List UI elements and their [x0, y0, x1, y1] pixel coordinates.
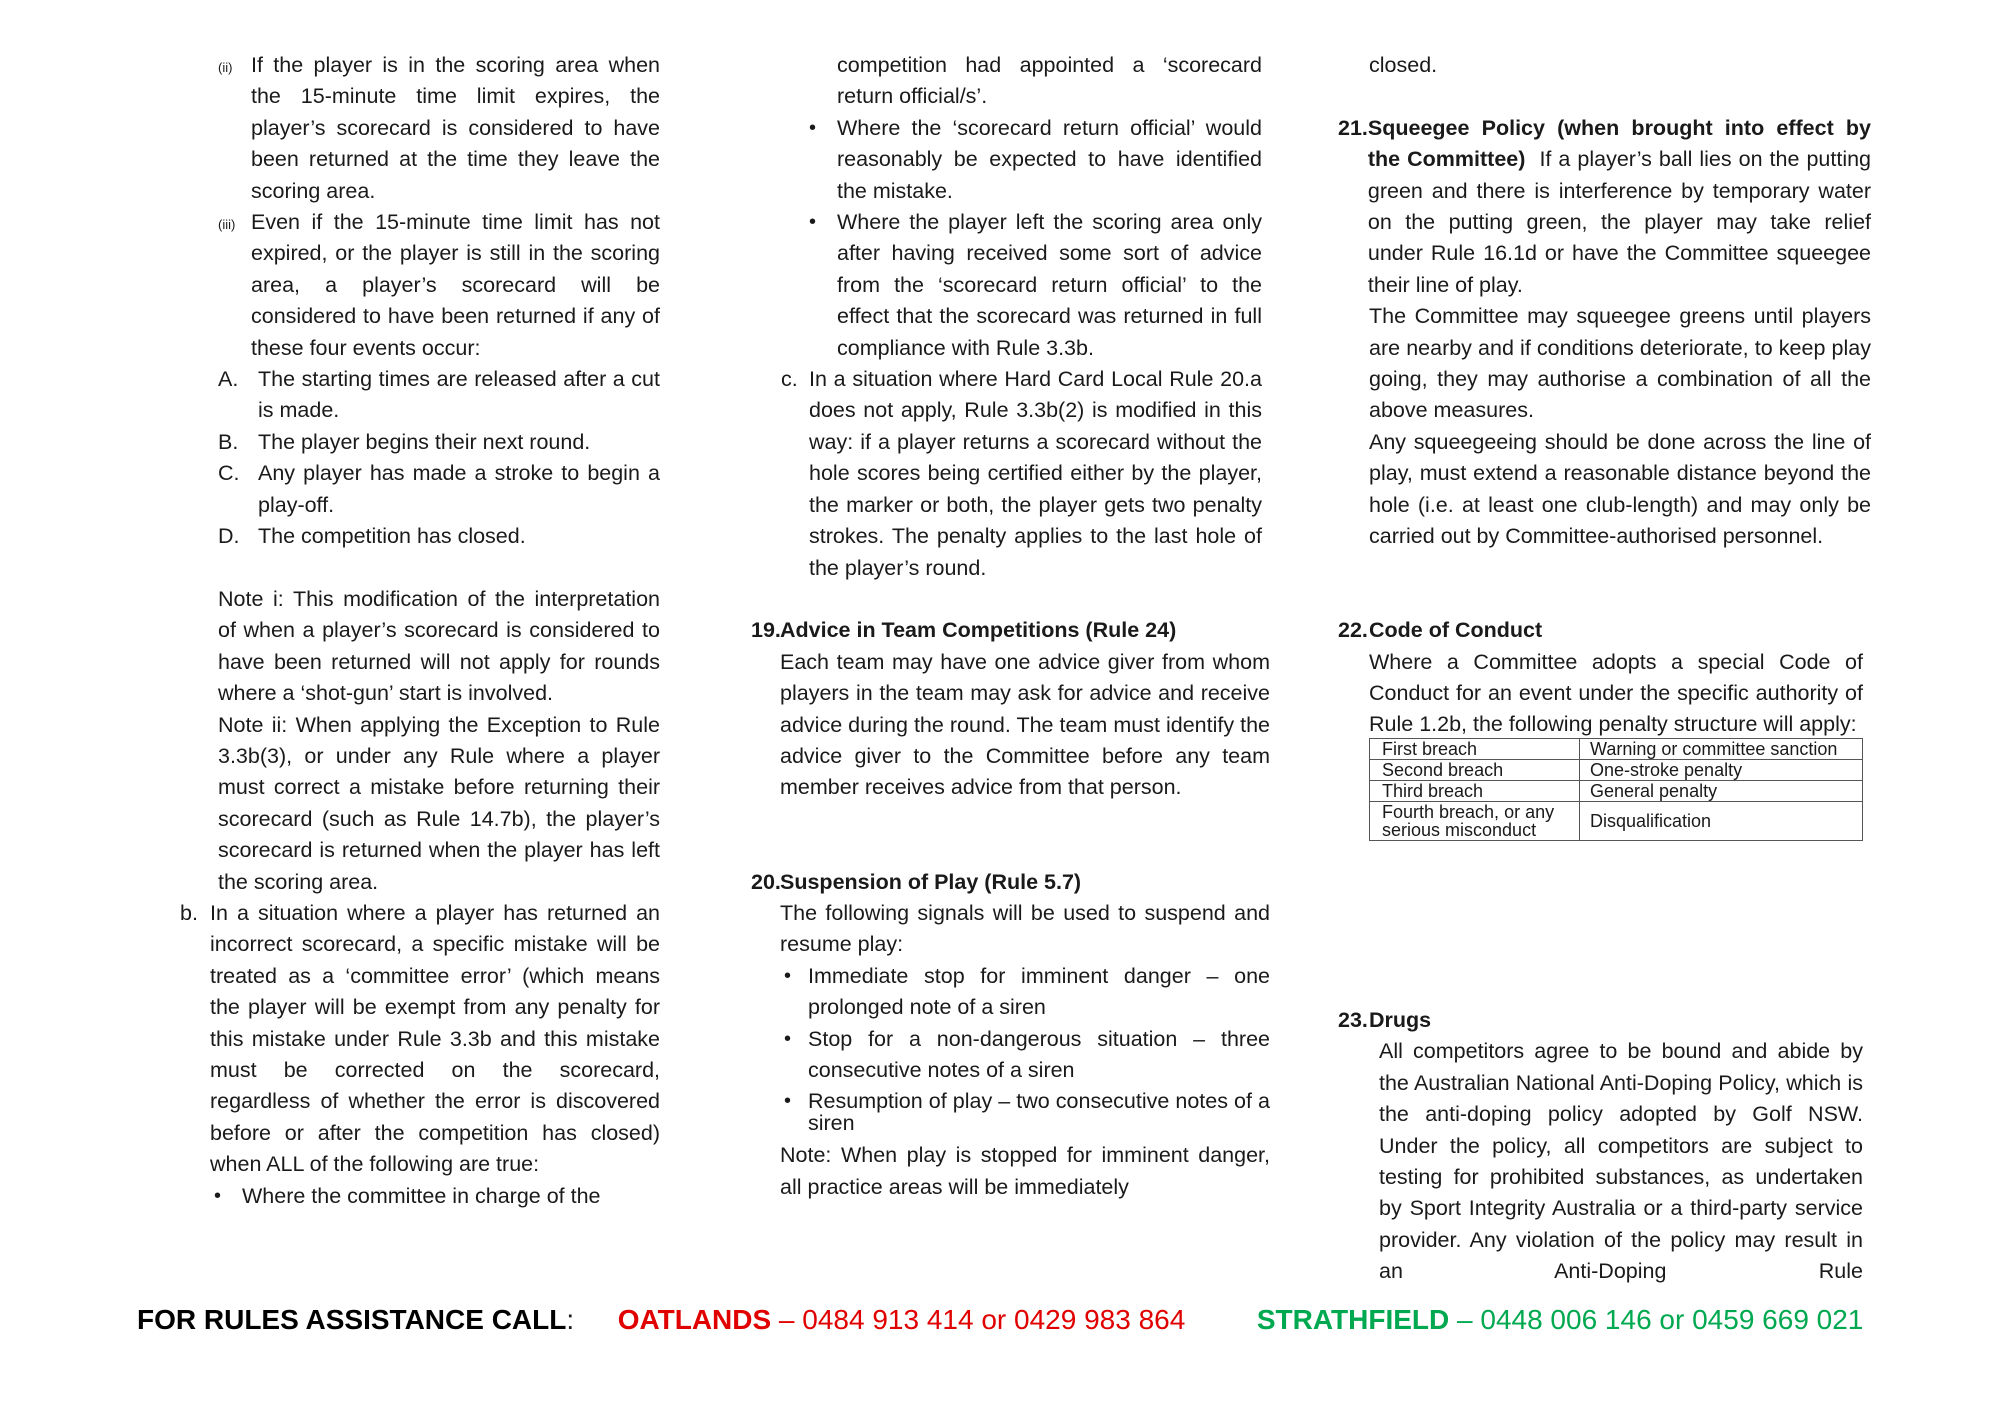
bullet-text: competition had appointed a ‘scorecard return official/s’.	[837, 53, 1262, 109]
section-20-note: Note: When play is stopped for imminent danger, all practice areas will be immediately	[780, 1143, 1270, 1199]
bullet-text: Where the ‘scorecard return official’ would reasonably be expected to have identified the mistake.	[837, 115, 1262, 203]
table-row	[1370, 759, 1863, 780]
bullet-icon: •	[809, 211, 817, 234]
signal-text: Stop for a non-dangerous situation – three consecutive notes of a siren	[808, 1026, 1270, 1082]
note-i: Note i: This modification of the interpretation of when a player’s scorecard is considered to have been returned will not apply for rounds where a ‘shot-gun’ start is involved.	[218, 586, 660, 706]
signal-item	[750, 1090, 1270, 1134]
event-item	[218, 458, 660, 521]
section-21-body1: If a player’s ball lies on the putting green and there is interference by temporary water on the putting green, the player may take relief under Rule 16.1d or have the Committee squeegee their line of play.	[1367, 147, 1872, 297]
item-text: In a situation where a player has returned an incorrect scorecard, a specific mistake will be treated as a ‘committee error’ (which means the player will be exempt from any penalty for this mistake under Rule 3.3b and this mistake must be corrected on the scorecard, regardless of whether the error is discovered before or after the competition has closed) when ALL of the following are true:	[210, 900, 660, 1177]
item-text: If the player is in the scoring area when the 15-minute time limit expires, the player’s scorecard is considered to have been returned at the time they leave the scoring area.	[251, 53, 660, 203]
section-19-body: Each team may have one advice giver from whom players in the team may ask for advice and receive advice during the round. The team must identify the advice giver to the Committee before any team member receives advice from that person.	[780, 649, 1270, 800]
section-number: 20.	[751, 869, 781, 894]
breach-cell: Fourth breach, or any serious misconduct	[1370, 801, 1580, 840]
section-number: 23.	[1338, 1008, 1368, 1032]
bullet-text: Where the player left the scoring area only after having received some sort of advice from the ‘scorecard return official’ to the effect that the scorecard was returned in full compliance with Rule 3.3b.	[837, 210, 1262, 360]
section-number: 22.	[1338, 618, 1368, 643]
continued-text: closed.	[1369, 53, 1438, 77]
code-of-conduct-table	[1369, 738, 1863, 841]
penalty-cell: General penalty	[1580, 780, 1863, 801]
event-text: The player begins their next round.	[258, 429, 591, 454]
rules-assistance-footer	[137, 1303, 1863, 1337]
item-b	[180, 898, 660, 1181]
signal-text: Immediate stop for imminent danger – one prolonged note of a siren	[808, 963, 1270, 1020]
item-label: (iii)	[218, 217, 236, 233]
event-label: B.	[218, 429, 239, 454]
event-label: C.	[218, 461, 240, 486]
section-number: 19.	[751, 618, 781, 643]
section-number: 21.	[1338, 115, 1368, 140]
section-23-heading	[1338, 1005, 1871, 1036]
event-label: A.	[218, 367, 239, 392]
bullet-icon: •	[784, 1027, 792, 1050]
section-title: Drugs	[1369, 1008, 1432, 1032]
item-label: b.	[180, 900, 198, 925]
section-title: Advice in Team Competitions (Rule 24)	[780, 618, 1177, 643]
section-21-body3: Any squeegeeing should be done across the line of play, must extend a reasonable distance beyond the hole (i.e. at least one club-length) and may only be carried out by Committee-authorised personnel.	[1369, 429, 1871, 549]
code-of-conduct-table-wrap	[1339, 738, 1863, 841]
oatlands-numbers: – 0484 913 414 or 0429 983 864	[771, 1304, 1186, 1335]
item-text: In a situation where Hard Card Local Rule 20.a does not apply, Rule 3.3b(2) is modified in this way: if a player returns a scorecard without the hole scores being certified either by the player, the marker or both, the player gets two penalty strokes. The penalty applies to the last hole of the player’s round.	[809, 367, 1262, 580]
event-item	[218, 427, 660, 458]
section-19-heading	[751, 615, 1262, 646]
event-item	[218, 521, 660, 552]
spacer	[1339, 81, 1871, 112]
section-title	[1368, 113, 1871, 301]
column-3	[1339, 50, 1871, 841]
breach-cell: Second breach	[1370, 759, 1580, 780]
section-title: Code of Conduct	[1369, 618, 1543, 643]
bullet-item	[750, 207, 1262, 364]
signal-item	[750, 1024, 1270, 1087]
bullet-item	[750, 113, 1262, 207]
spacer	[750, 804, 1262, 867]
section-20-heading	[751, 867, 1262, 898]
spacer	[1339, 552, 1871, 615]
bullet-icon: •	[809, 116, 817, 139]
bullet-icon: •	[214, 1184, 222, 1207]
column-1	[180, 50, 660, 1212]
section-title-text: Squeegee Policy (when brought into effect by the Committee)	[1367, 115, 1871, 172]
strathfield-contact	[1257, 1304, 1864, 1335]
event-text: The starting times are released after a cut is made.	[258, 367, 660, 423]
signal-item	[750, 961, 1270, 1024]
section-23-body: All competitors agree to be bound and abide by the Australian National Anti-Doping Policy, which is the anti-doping policy adopted by Golf NSW. Under the policy, all competitors are subject to testing for prohibited substances, as undertaken by Sport Integrity Australia or a third-party service provider. Any violation of the policy may result in an Anti-Doping Rule	[1379, 1039, 1863, 1284]
item-c	[750, 364, 1262, 584]
bullet-item	[210, 1181, 660, 1212]
signal-text: Resumption of play – two consecutive notes of a siren	[808, 1089, 1270, 1136]
item-label: (ii)	[218, 60, 233, 75]
table-row	[1370, 801, 1863, 840]
oatlands-contact	[618, 1304, 1186, 1335]
spacer	[218, 553, 660, 584]
penalty-cell: Disqualification	[1580, 801, 1863, 840]
section-20-intro: The following signals will be used to suspend and resume play:	[780, 900, 1270, 957]
event-text: Any player has made a stroke to begin a play-off.	[258, 461, 660, 517]
footer-label: FOR RULES ASSISTANCE CALL	[137, 1304, 567, 1335]
table-row	[1370, 738, 1863, 759]
breach-cell: Third breach	[1370, 780, 1580, 801]
table-row	[1370, 780, 1863, 801]
strathfield-numbers: – 0448 006 146 or 0459 669 021	[1449, 1304, 1864, 1335]
bullet-icon: •	[784, 1090, 792, 1113]
item-iii	[218, 207, 660, 364]
event-label: D.	[218, 524, 240, 549]
item-label: c.	[781, 367, 798, 392]
strathfield-name: STRATHFIELD	[1256, 1304, 1450, 1335]
note-ii: Note ii: When applying the Exception to Rule 3.3b(3), or under any Rule where a player must correct a mistake before returning their scorecard (such as Rule 14.7b), the player’s scorecard is returned when the player has left the scoring area.	[218, 712, 660, 894]
section-22-body: Where a Committee adopts a special Code of Conduct for an event under the specific authority of Rule 1.2b, the following penalty structure will apply:	[1369, 649, 1863, 736]
bullet-icon: •	[784, 964, 792, 987]
footer-colon: :	[566, 1304, 575, 1335]
item-ii	[218, 50, 660, 207]
item-text: Even if the 15-minute time limit has not expired, or the player is still in the scoring area, a player’s scorecard will be considered to have been returned if any of these four events occur:	[251, 210, 660, 360]
column-2	[750, 50, 1270, 1203]
event-text: The competition has closed.	[258, 524, 526, 549]
bullet-text: Where the committee in charge of the	[242, 1183, 601, 1208]
penalty-cell: Warning or committee sanction	[1580, 738, 1863, 759]
bullet-item-cont	[750, 50, 1262, 113]
spacer	[750, 584, 1262, 615]
section-21-heading	[1338, 113, 1871, 301]
oatlands-name: OATLANDS	[617, 1304, 772, 1335]
section-title: Suspension of Play (Rule 5.7)	[780, 869, 1082, 894]
section-22-heading	[1338, 615, 1871, 646]
breach-cell: First breach	[1370, 738, 1580, 759]
section-21-body2: The Committee may squeegee greens until players are nearby and if conditions deteriorate, to keep play going, they may authorise a combination of all the above measures.	[1369, 304, 1871, 423]
event-item	[218, 364, 660, 427]
penalty-cell: One-stroke penalty	[1580, 759, 1863, 780]
section-23	[1339, 1005, 1871, 1288]
